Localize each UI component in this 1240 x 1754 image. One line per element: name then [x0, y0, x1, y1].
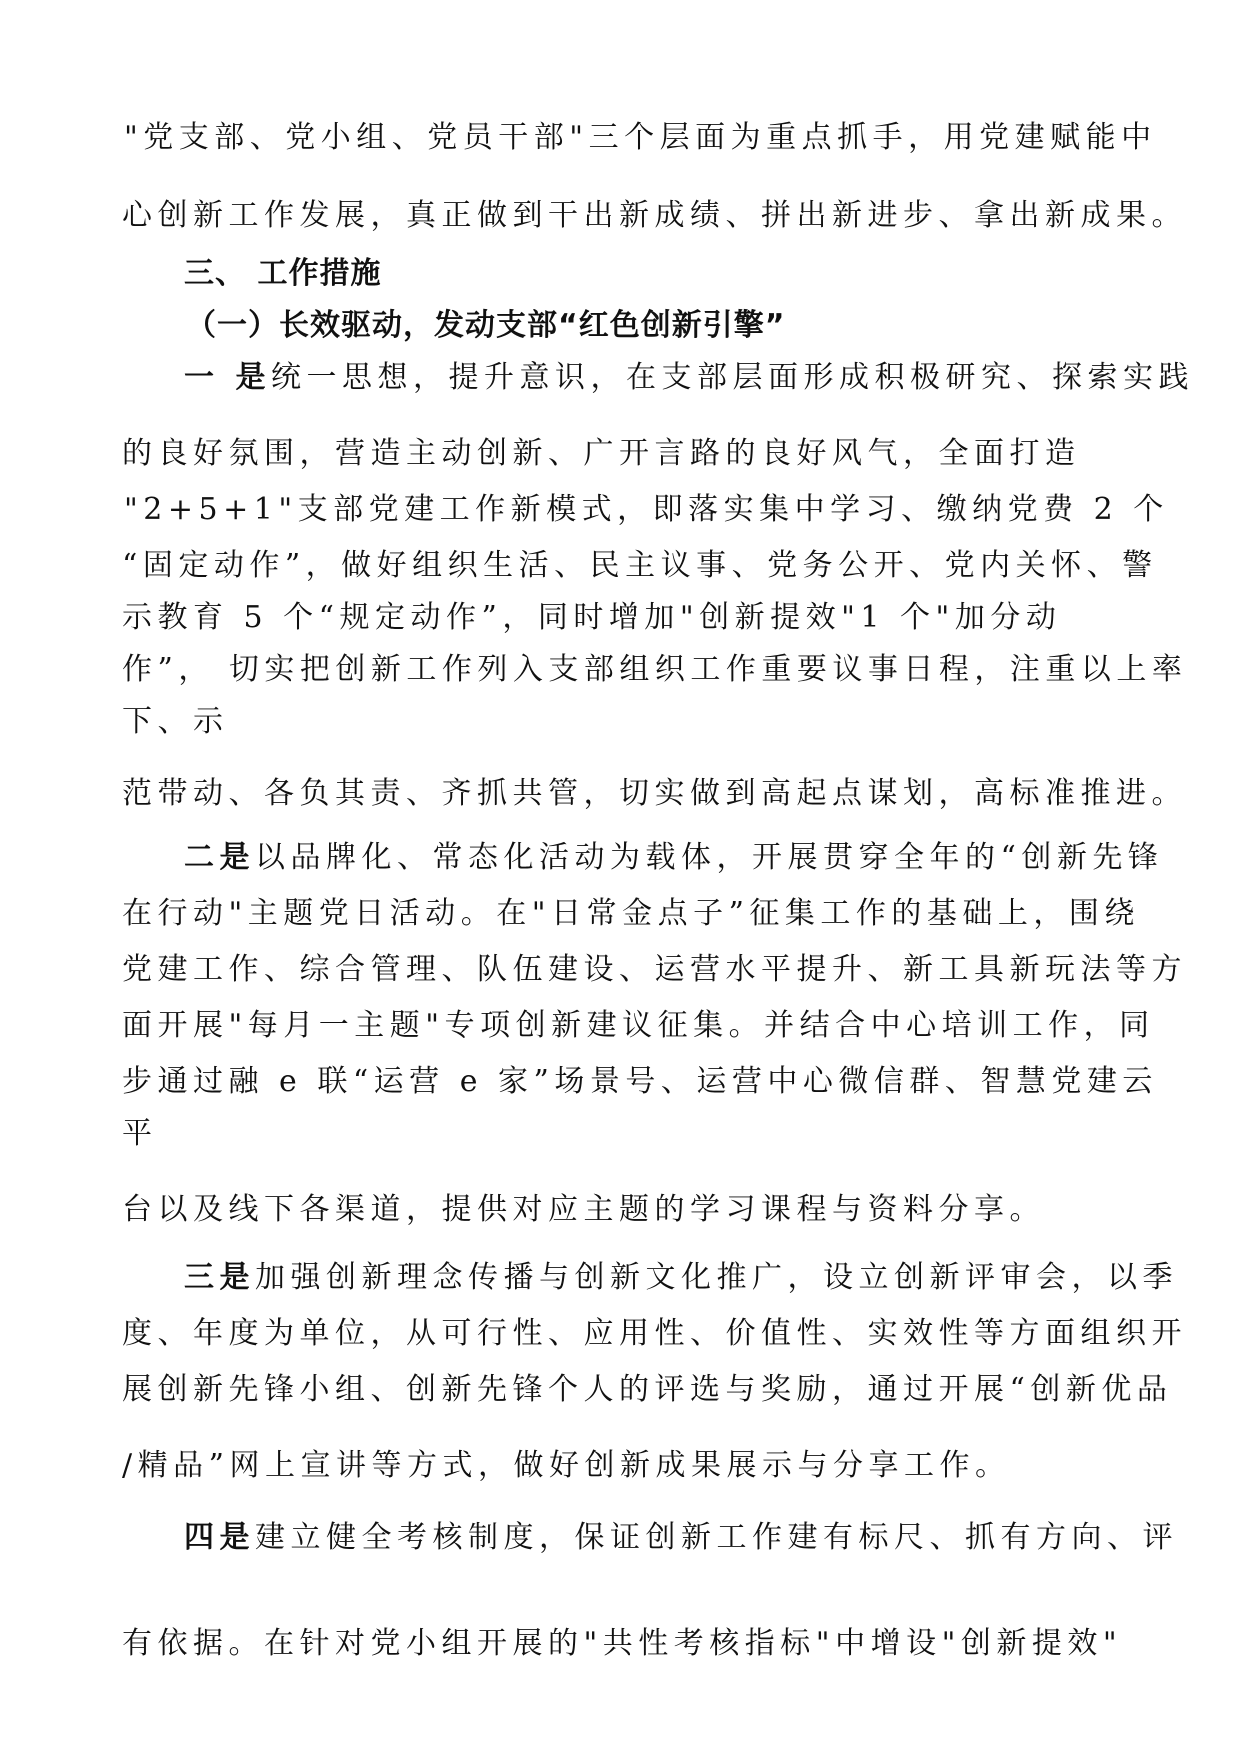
text-line: 平	[122, 1116, 158, 1151]
text-line: 范带动、各负其责、齐抓共管，切实做到高起点谋划，高标准推进。	[122, 776, 1187, 811]
text-line: 度、年度为单位，从可行性、应用性、价值性、实效性等方面组织开	[122, 1316, 1187, 1351]
text-line: 党建工作、综合管理、队伍建设、运营水平提升、新工具新玩法等方	[122, 952, 1187, 987]
text-line: /精品”网上宣讲等方式，做好创新成果展示与分享工作。	[122, 1448, 1011, 1483]
text-line: 示教育 5 个“规定动作”，同时增加"创新提效"1 个"加分动	[122, 600, 1062, 635]
text-line: 台以及线下各渠道，提供对应主题的学习课程与资料分享。	[122, 1192, 1045, 1227]
text-line: 步通过融 e 联“运营 e 家”场景号、运营中心微信群、智慧党建云	[122, 1064, 1158, 1099]
text-line: 有依据。在针对党小组开展的"共性考核指标"中增设"创新提效"	[122, 1626, 1123, 1661]
text-line: 的良好氛围，营造主动创新、广开言路的良好风气，全面打造	[122, 436, 1081, 471]
text-line: 作”， 切实把创新工作列入支部组织工作重要议事日程，注重以上率	[122, 652, 1188, 687]
paragraph-3-line-1: 三是加强创新理念传播与创新文化推广，设立创新评审会，以季	[184, 1260, 1178, 1295]
text-line: 心创新工作发展，真正做到干出新成绩、拼出新进步、拿出新成果。	[122, 198, 1187, 233]
text-line: "2+5+1"支部党建工作新模式，即落实集中学习、缴纳党费 2 个	[124, 492, 1169, 527]
paragraph-1-line-1: 一 是统一思想，提升意识，在支部层面形成积极研究、探索实践	[184, 360, 1194, 395]
paragraph-2-lead: 二是	[184, 840, 255, 875]
paragraph-2-line-1: 二是以品牌化、常态化活动为载体，开展贯穿全年的“创新先锋	[184, 840, 1164, 875]
paragraph-3-lead: 三是	[184, 1260, 255, 1295]
paragraph-4-lead: 四是	[184, 1520, 255, 1555]
text-line: 在行动"主题党日活动。在"日常金点子”征集工作的基础上，围绕	[122, 896, 1140, 931]
text-line: "党支部、党小组、党员干部"三个层面为重点抓手，用党建赋能中	[124, 120, 1157, 155]
subsection-heading: （一）长效驱动，发动支部“红色创新引擎”	[186, 308, 786, 343]
text-line: 面开展"每月一主题"专项创新建议征集。并结合中心培训工作，同	[122, 1008, 1155, 1043]
text-line: 展创新先锋小组、创新先锋个人的评选与奖励，通过开展“创新优品	[122, 1372, 1173, 1407]
paragraph-4-line-1: 四是建立健全考核制度，保证创新工作建有标尺、抓有方向、评	[184, 1520, 1178, 1555]
paragraph-1-lead: 一 是	[184, 360, 271, 395]
text-line: “固定动作”，做好组织生活、民主议事、党务公开、党内关怀、警	[122, 548, 1158, 583]
section-heading: 三、 工作措施	[184, 256, 382, 291]
text-line: 下、示	[122, 704, 229, 739]
